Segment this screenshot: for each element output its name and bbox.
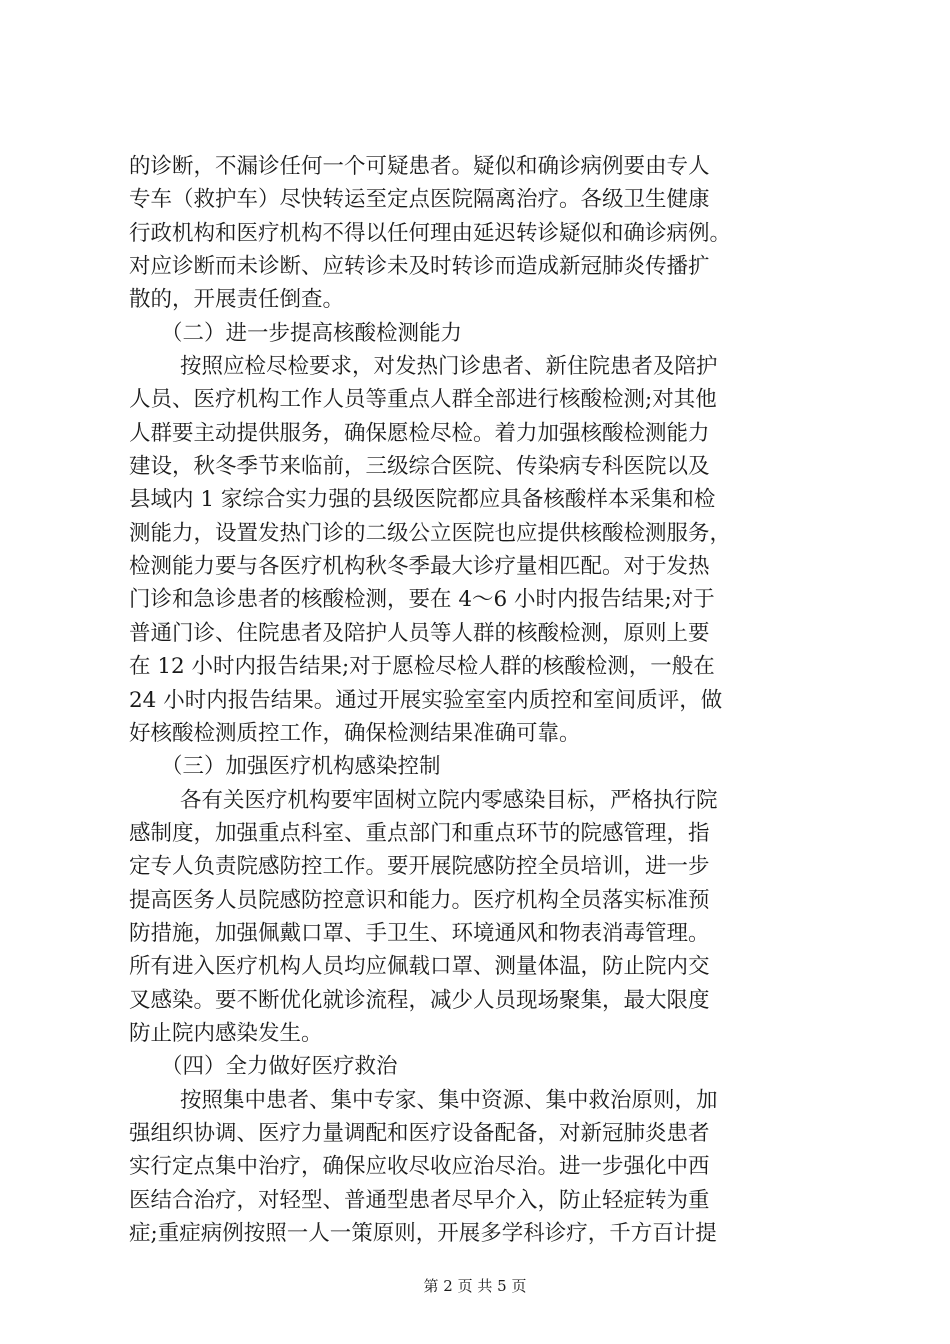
text-line: 所有进入医疗机构人员均应佩载口罩、测量体温，防止院内交	[129, 954, 710, 980]
text-line: 定专人负责院感防控工作。要开展院感防控全员培训，进一步	[129, 854, 710, 880]
text-line: 医结合治疗，对轻型、普通型患者尽早介入，防止轻症转为重	[129, 1187, 710, 1213]
text-line: 县域内 1 家综合实力强的县级医院都应具备核酸样本采集和检	[129, 487, 716, 513]
text-line: 散的，开展责任倒查。	[129, 287, 345, 313]
text-line: 人群要主动提供服务，确保愿检尽检。着力加强核酸检测能力	[129, 420, 710, 446]
section-heading: （二）进一步提高核酸检测能力	[161, 320, 463, 346]
section-heading: （四）全力做好医疗救治	[161, 1054, 398, 1080]
document-body	[129, 150, 839, 1250]
text-line: 检测能力要与各医疗机构秋冬季最大诊疗量相匹配。对于发热	[129, 554, 710, 580]
text-line: 普通门诊、住院患者及陪护人员等人群的核酸检测，原则上要	[129, 620, 710, 646]
text-line: 24 小时内报告结果。通过开展实验室室内质控和室间质评，做	[129, 687, 723, 713]
text-line: 测能力，设置发热门诊的二级公立医院也应提供核酸检测服务，	[129, 520, 732, 546]
text-line: 按照应检尽检要求，对发热门诊患者、新住院患者及陪护	[180, 354, 718, 380]
text-line: 对应诊断而未诊断、应转诊未及时转诊而造成新冠肺炎传播扩	[129, 254, 710, 280]
text-line: 建设，秋冬季节来临前，三级综合医院、传染病专科医院以及	[129, 454, 710, 480]
text-line: 防措施，加强佩戴口罩、手卫生、环境通风和物表消毒管理。	[129, 920, 710, 946]
text-line: 好核酸检测质控工作，确保检测结果准确可靠。	[129, 720, 581, 746]
text-line: 专车（救护车）尽快转运至定点医院隔离治疗。各级卫生健康	[129, 187, 710, 213]
page-footer: 第 2 页 共 5 页	[423, 1277, 527, 1295]
text-line: 实行定点集中治疗，确保应收尽收应治尽治。进一步强化中西	[129, 1154, 710, 1180]
text-line: 人员、医疗机构工作人员等重点人群全部进行核酸检测;对其他	[129, 387, 717, 413]
text-line: 防止院内感染发生。	[129, 1020, 323, 1046]
text-line: 提高医务人员院感防控意识和能力。医疗机构全员落实标准预	[129, 887, 710, 913]
text-line: 强组织协调、医疗力量调配和医疗设备配备，对新冠肺炎患者	[129, 1120, 710, 1146]
text-line: 叉感染。要不断优化就诊流程，减少人员现场聚集，最大限度	[129, 987, 710, 1013]
text-line: 感制度，加强重点科室、重点部门和重点环节的院感管理，指	[129, 820, 710, 846]
text-line: 在 12 小时内报告结果;对于愿检尽检人群的核酸检测，一般在	[129, 654, 715, 680]
text-line: 门诊和急诊患者的核酸检测，要在 4～6 小时内报告结果;对于	[129, 587, 715, 613]
text-line: 的诊断，不漏诊任何一个可疑患者。疑似和确诊病例要由专人	[129, 154, 710, 179]
text-line: 按照集中患者、集中专家、集中资源、集中救治原则，加	[180, 1087, 718, 1113]
text-line: 行政机构和医疗机构不得以任何理由延迟转诊疑似和确诊病例。	[129, 220, 732, 246]
section-heading: （三）加强医疗机构感染控制	[161, 754, 441, 780]
text-line: 症;重症病例按照一人一策原则，开展多学科诊疗，千方百计提	[129, 1221, 717, 1246]
text-line: 各有关医疗机构要牢固树立院内零感染目标，严格执行院	[180, 787, 718, 813]
